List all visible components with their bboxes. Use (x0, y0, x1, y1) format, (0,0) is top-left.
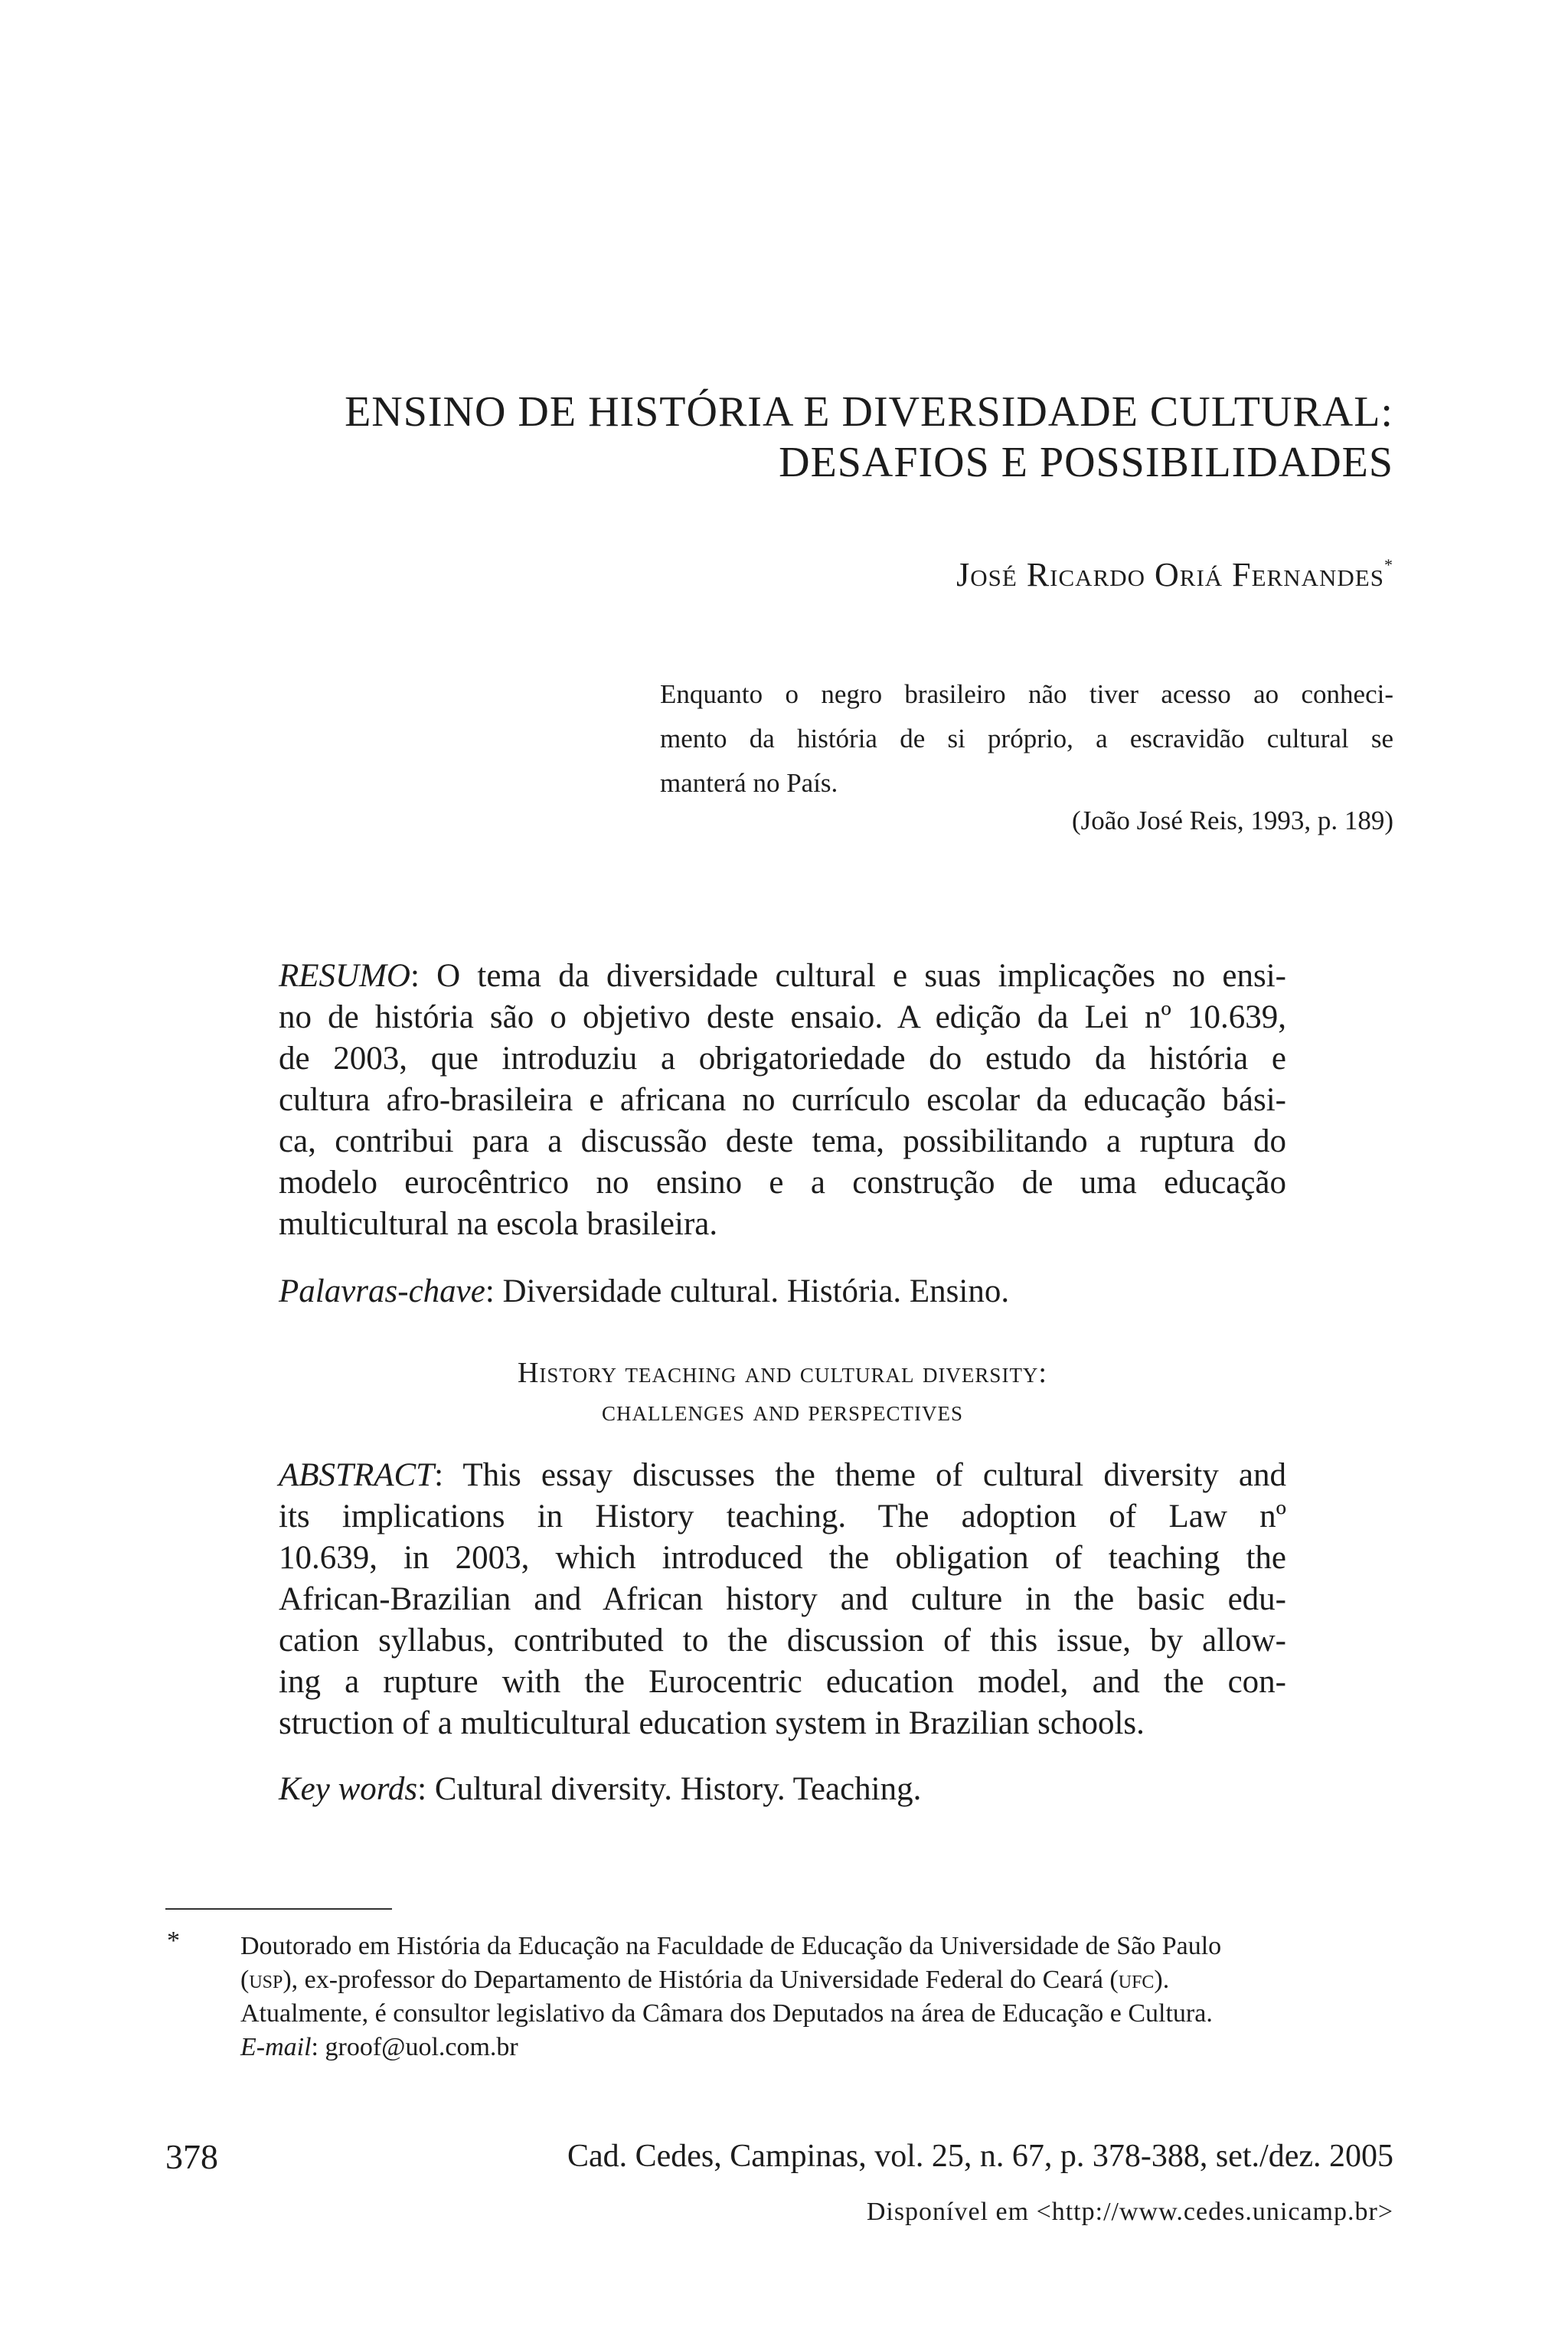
footnote (240, 1930, 1395, 2064)
article-title-line-2: DESAFIOS E POSSIBILIDADES (779, 439, 1393, 486)
resumo-label: RESUMO (279, 958, 410, 994)
resumo-line: multicultural na escola brasileira. (279, 1206, 718, 1242)
epigraph-line: manterá no País. (660, 768, 838, 798)
author-name-text: José Ricardo Oriá Fernandes (956, 556, 1384, 593)
footnote-text: ( (240, 1966, 250, 1994)
abstract-line: African-Brazilian and African history and culture in the basic edu- (279, 1581, 1286, 1617)
resumo-line (279, 956, 1286, 997)
footnote-email-label: E-mail (240, 2033, 312, 2061)
abstract-line: 10.639, in 2003, which introduced the obligation of teaching the (279, 1540, 1286, 1576)
footnote-marker: * (167, 1927, 180, 1955)
availability-url: Disponível em <http://www.cedes.unicamp.br> (866, 2198, 1393, 2226)
abstract-line: ing a rupture with the Eurocentric education model, and the con- (279, 1664, 1286, 1700)
resumo-line: modelo eurocêntrico no ensino e a construção de uma educação (279, 1165, 1286, 1201)
footnote-usp: usp (249, 1966, 283, 1994)
article-title-line-1: ENSINO DE HISTÓRIA E DIVERSIDADE CULTURAL: (345, 388, 1393, 436)
footnote-line (240, 1963, 1395, 1997)
article-title (291, 387, 1393, 488)
abstract-line: its implications in History teaching. The adoption of Law nº (279, 1499, 1286, 1535)
resumo-line: de 2003, que introduziu a obrigatoriedade do estudo da história e (279, 1041, 1286, 1077)
author-name (956, 555, 1393, 594)
abstract-label: ABSTRACT (279, 1457, 435, 1493)
page-number: 378 (165, 2137, 218, 2176)
palavras-chave (279, 1271, 1286, 1312)
abstract-first-line: : This essay discusses the theme of cultural diversity and (434, 1457, 1286, 1493)
resumo-first-line: : O tema da diversidade cultural e suas implicações no ensi- (410, 958, 1286, 994)
footnote-text: ). (1154, 1966, 1170, 1994)
footnote-line: Doutorado em História da Educação na Faculdade de Educação da Universidade de São Paulo (240, 1932, 1222, 1960)
key-words-label: Key words (279, 1771, 418, 1807)
english-title-line-1: History teaching and cultural diversity: (517, 1357, 1047, 1389)
english-title-line-2: challenges and perspectives (601, 1395, 964, 1427)
footnote-text: ), ex-professor do Departamento de História da Universidade Federal do Ceará ( (283, 1966, 1119, 1994)
key-words-line (279, 1769, 1286, 1810)
footnote-ufc: ufc (1118, 1966, 1155, 1994)
epigraph-line: mento da história de si próprio, a escravidão cultural se (660, 724, 1393, 753)
footnote-divider (165, 1908, 392, 1910)
abstract-line: struction of a multicultural education system in Brazilian schools. (279, 1705, 1145, 1741)
resumo-line: no de história são o objetivo deste ensaio. A edição da Lei nº 10.639, (279, 999, 1286, 1035)
key-words (279, 1769, 1286, 1810)
epigraph-quote (660, 672, 1393, 806)
resumo-line: cultura afro-brasileira e africana no currículo escolar da educação bási- (279, 1082, 1286, 1118)
english-title (279, 1354, 1286, 1430)
resumo-line: ca, contribui para a discussão deste tema, possibilitando a ruptura do (279, 1123, 1286, 1159)
abstract-line (279, 1455, 1286, 1496)
footnote-line (240, 2031, 1395, 2064)
epigraph-citation: (João José Reis, 1993, p. 189) (1072, 806, 1393, 835)
author-footnote-marker: * (1384, 555, 1393, 574)
journal-citation: Cad. Cedes, Campinas, vol. 25, n. 67, p. 378-388, set./dez. 2005 (567, 2139, 1393, 2174)
abstract-line: cation syllabus, contributed to the discussion of this issue, by allow- (279, 1623, 1286, 1659)
key-words-text: : Cultural diversity. History. Teaching. (417, 1771, 922, 1807)
epigraph-line: Enquanto o negro brasileiro não tiver acesso ao conheci- (660, 679, 1393, 709)
palavras-chave-text: : Diversidade cultural. História. Ensino. (485, 1273, 1010, 1309)
footnote-line: Atualmente, é consultor legislativo da Câmara dos Deputados na área de Educação e Cultura. (240, 1999, 1213, 2028)
footnote-email: : groof@uol.com.br (311, 2033, 518, 2061)
palavras-chave-line (279, 1271, 1286, 1312)
palavras-chave-label: Palavras-chave (279, 1273, 485, 1309)
resumo-paragraph (279, 956, 1286, 1245)
abstract-paragraph (279, 1455, 1286, 1744)
